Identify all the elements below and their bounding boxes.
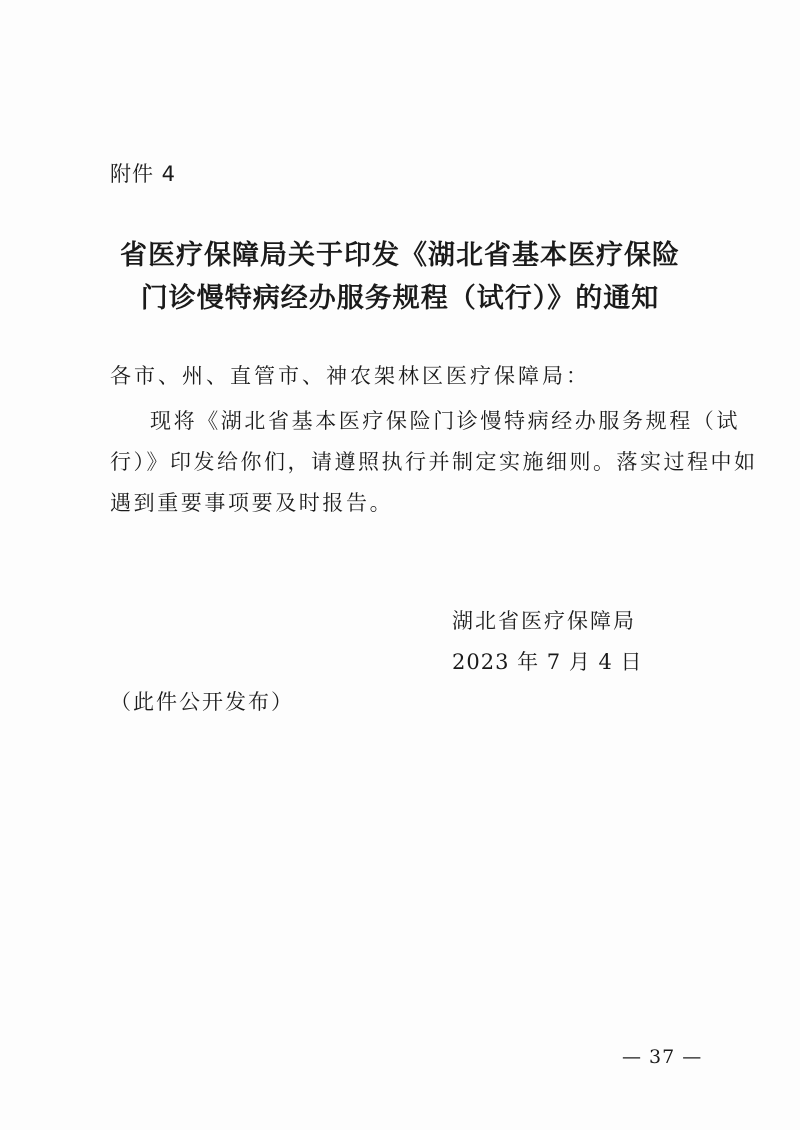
document-title-line-1: 省医疗保障局关于印发《湖北省基本医疗保险	[120, 240, 680, 271]
salutation: 各市、州、直管市、神农架林区医疗保障局：	[110, 364, 590, 388]
issuing-authority: 湖北省医疗保障局	[452, 609, 636, 633]
page-number: — 37 —	[622, 1046, 703, 1068]
body-paragraph-line-2: 行）》印发给你们，请遵照执行并制定实施细则。落实过程中如	[110, 450, 758, 474]
document-title-line-2: 门诊慢特病经办服务规程（试行）》的通知	[140, 283, 660, 314]
body-paragraph-line-3: 遇到重要事项要及时报告。	[110, 491, 394, 515]
body-paragraph-line-1: 现将《湖北省基本医疗保险门诊慢特病经办服务规程（试	[150, 409, 740, 433]
public-release-note: （此件公开发布）	[110, 690, 294, 714]
issue-date: 2023 年 7 月 4 日	[452, 650, 643, 674]
attachment-label: 附件 4	[110, 162, 177, 186]
